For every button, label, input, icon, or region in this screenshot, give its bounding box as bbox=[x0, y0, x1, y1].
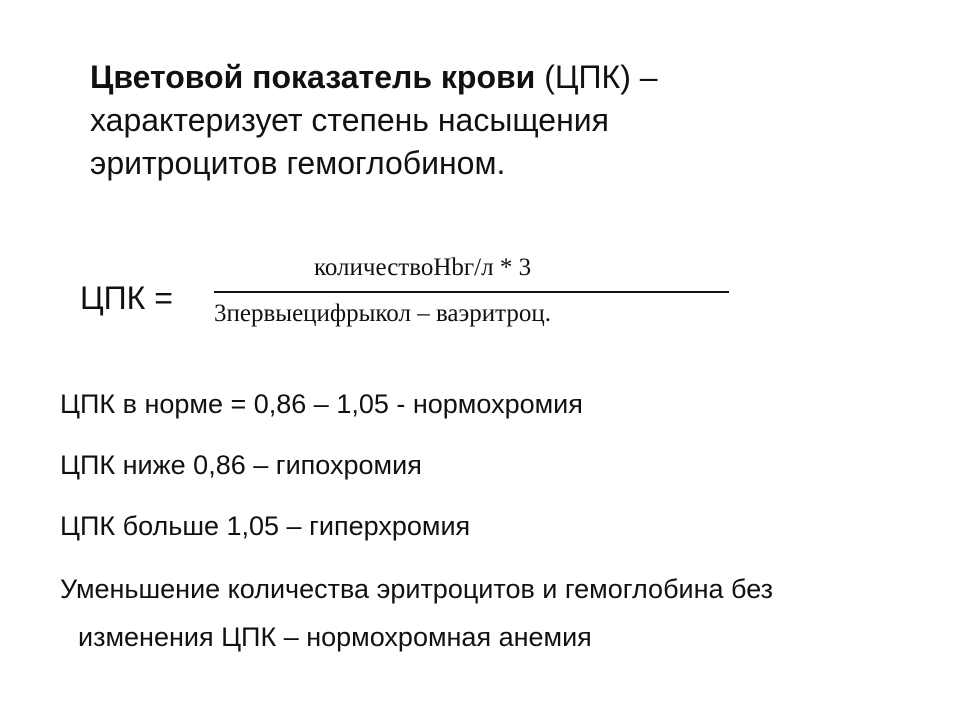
formula-lhs: ЦПК = bbox=[80, 280, 173, 316]
formula-denominator: 3первыецифрыкол – ваэритроц. bbox=[214, 300, 551, 327]
anemia-line-2: изменения ЦПК – нормохромная анемия bbox=[78, 622, 592, 652]
cpk-ranges bbox=[60, 386, 940, 665]
range-norm: ЦПК в норме = 0,86 – 1,05 - нормохромия bbox=[60, 389, 583, 419]
formula-numerator: количествоHbг/л * 3 bbox=[314, 254, 532, 281]
range-high: ЦПК больше 1,05 – гиперхромия bbox=[60, 511, 471, 541]
definition-paragraph bbox=[90, 56, 810, 185]
definition-term: Цветовой показатель крови bbox=[90, 59, 536, 95]
definition-line-3: эритроцитов гемоглобином. bbox=[90, 145, 506, 181]
cpk-formula bbox=[80, 252, 760, 342]
definition-line-2: характеризует степень насыщения bbox=[90, 102, 609, 138]
fraction-bar bbox=[214, 291, 729, 293]
anemia-line-1: Уменьшение количества эритроцитов и гемоглобина без bbox=[60, 574, 774, 604]
anemia-note bbox=[60, 569, 940, 665]
range-low: ЦПК ниже 0,86 – гипохромия bbox=[60, 450, 422, 480]
definition-abbr: (ЦПК) – bbox=[535, 59, 658, 95]
